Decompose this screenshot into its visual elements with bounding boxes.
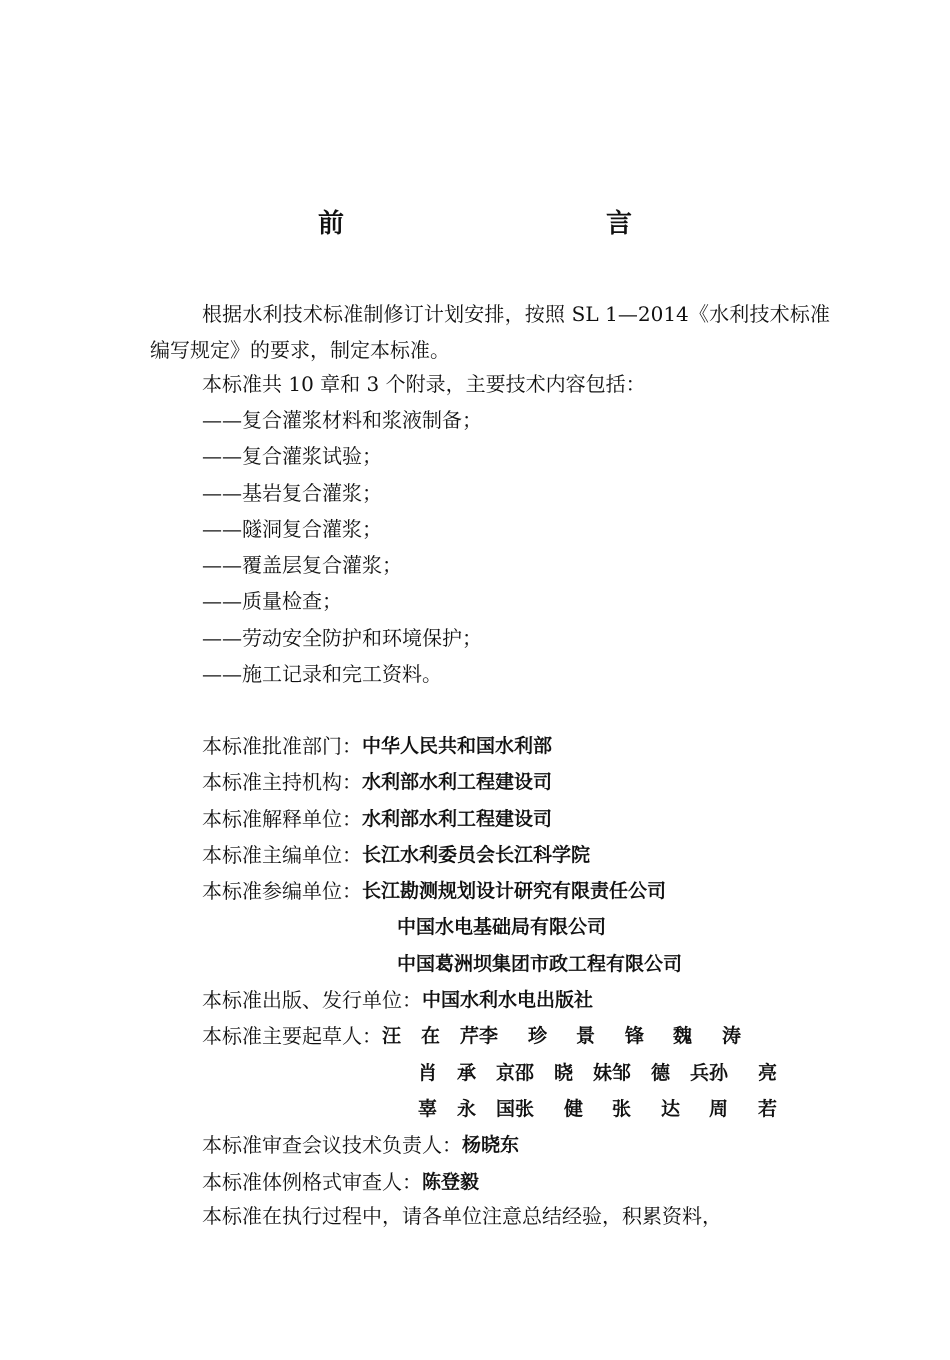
approval-label: 本标准批准部门： [202,734,362,758]
interpret-value: 水利部水利工程建设司 [362,807,553,830]
participating-row [202,909,842,945]
participating-row [202,946,842,982]
format-value: 陈登毅 [422,1170,480,1193]
review-value: 杨晓东 [462,1134,520,1157]
page-title: 前 言 [317,209,702,239]
list-item: ——复合灌浆试验； [202,444,382,469]
chief-row [202,837,842,873]
drafter-name: 邵晓妹 [515,1061,612,1084]
format-row [202,1164,842,1200]
interpret-row [202,801,842,837]
closing-text: 本标准在执行过程中，请各单位注意总结经验，积累资料， [202,1204,722,1228]
list-item: ——隧洞复合灌浆； [202,516,382,541]
drafter-name: 周若 [709,1097,777,1120]
drafter-name: 辜永国 [418,1097,515,1120]
drafters-row [202,1055,842,1091]
participating-value: 中国葛洲坝集团市政工程有限公司 [397,952,683,975]
list-item: ——覆盖层复合灌浆； [202,553,402,578]
participating-value: 中国水电基础局有限公司 [397,916,607,939]
drafters-label: 本标准主要起草人： [202,1024,382,1049]
drafter-name: 孙亮 [709,1061,777,1084]
drafter-name: 邹德兵 [612,1061,709,1084]
drafter-name: 张健 [515,1097,583,1120]
contents-intro: 本标准共 10 章和 3 个附录，主要技术内容包括： [202,372,646,396]
drafter-names [382,1018,770,1054]
drafter-name: 魏涛 [673,1025,741,1048]
standard-info [202,728,842,1200]
list-item: ——施工记录和完工资料。 [202,662,442,687]
host-label: 本标准主持机构： [202,770,362,795]
publisher-value: 中国水利水电出版社 [422,989,594,1012]
chief-value: 长江水利委员会长江科学院 [362,843,591,866]
format-label: 本标准体例格式审查人： [202,1169,422,1194]
drafters-row [202,1091,842,1127]
drafter-names [418,1091,806,1127]
review-label: 本标准审查会议技术负责人： [202,1133,462,1158]
chief-label: 本标准主编单位： [202,842,362,867]
publisher-label: 本标准出版、发行单位： [202,988,422,1013]
intro-paragraph: 根据水利技术标准制修订计划安排，按照 SL 1—2014《水利技术标准编写规定》的要求，制定本标准。 [150,302,830,362]
participating-value: 长江勘测规划设计研究有限责任公司 [362,880,667,903]
publisher-row [202,982,842,1018]
participating-row [202,873,842,909]
approval-row [202,728,842,764]
drafter-name: 肖承京 [418,1061,515,1084]
list-item: ——基岩复合灌浆； [202,480,382,505]
list-item: ——劳动安全防护和环境保护； [202,625,482,650]
participating-label: 本标准参编单位： [202,879,362,904]
list-item: ——质量检查； [202,589,342,614]
approval-value: 中华人民共和国水利部 [362,735,553,757]
drafter-names [418,1055,806,1091]
review-row [202,1127,842,1163]
list-item: ——复合灌浆材料和浆液制备； [202,408,482,432]
interpret-label: 本标准解释单位： [202,806,362,831]
drafter-name: 汪在芹 [382,1025,479,1048]
host-row [202,764,842,800]
drafters-row [202,1018,842,1054]
host-value: 水利部水利工程建设司 [362,771,553,794]
drafter-name: 景锋 [576,1025,644,1048]
drafter-name: 张达 [612,1097,680,1120]
drafter-name: 李珍 [479,1025,547,1048]
contents-list [202,402,482,692]
